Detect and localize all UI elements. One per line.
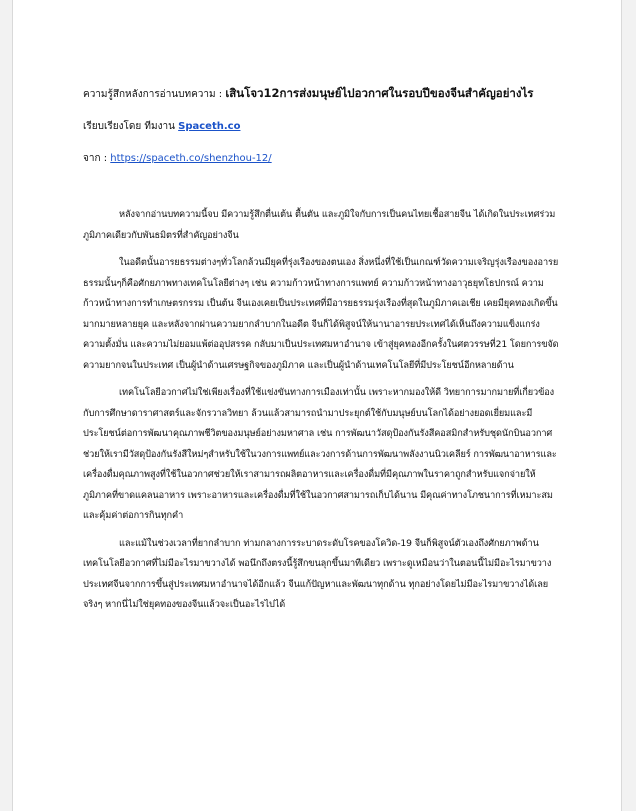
paragraph-3: เทคโนโลยีอวกาศไม่ใช่เพียงเรื่องที่ใช้แข่งขันทางการเมืองเท่านั้น เพราะหากมองให้ดี วิทยาการมากมายที่เกี่ยวข้องกับการศึกษาดาราศาสตร์และจักรวาลวิทยา ล้วนแล้วสามารถนำมาประยุกต์ใช้กับมนุษย์บนโลกได้อย่างยอดเยี่ยมและมีประโยชน์ต่อการพัฒนาคุณภาพชีวิตของมนุษย์อย่างมหาศาล เช่น การพัฒนาวัสดุป้องกันรังสีคอสมิกสำหรับชุดนักบินอวกาศช่วยให้เรามีวัสดุป้องกันรังสีใหม่ๆสำหรับใช้ในวงการแพทย์และวงการด้านการพัฒนาพลังงานนิวเคลียร์ การพัฒนาอาหารและเครื่องดื่มคุณภาพสูงที่ใช้ในอวกาศช่วยให้เราสามารถผลิตอาหารและเครื่องดื่มที่มีคุณภาพในราคาถูกสำหรับแจกจ่ายให้ภูมิภาคที่ขาดแคลนอาหาร เพราะอาหารและเครื่องดื่มที่ใช้ในอวกาศสามารถเก็บได้นาน มีคุณค่าทางโภชนาการที่เหมาะสม และคุ้มค่าต่อการกินทุกคำ — [83, 387, 557, 521]
credit-prefix: เรียบเรียงโดย ทีมงาน — [83, 121, 179, 132]
credit-link[interactable]: Spaceth.co — [178, 121, 241, 132]
paragraph-4: และแม้ในช่วงเวลาที่ยากลำบาก ท่ามกลางการระบาดระดับโรคของโควิด-19 จีนก็พิสูจน์ตัวเองถึงศักยภาพด้านเทคโนโลยีอวกาศที่ไม่มีอะไรมาขวางได้ พอนึกถึงตรงนี้รู้สึกขนลุกขึ้นมาทีเดียว เพราะดูเหมือนว่าในตอนนี้ไม่มีอะไรมาขวางประเทศจีนจากการขึ้นสู่ประเทศมหาอำนาจได้อีกแล้ว จีนแก้ปัญหาและพัฒนาทุกด้าน ทุกอย่างโดยไม่มีอะไรมาขวางได้เลยจริงๆ หากนี่ไม่ใช่ยุคทองของจีนแล้วจะเป็นอะไรไปได้ — [83, 537, 552, 610]
title-prefix: ความรู้สึกหลังการอ่านบทความ : — [83, 89, 226, 100]
credit-line — [83, 118, 563, 136]
paragraph-1: หลังจากอ่านบทความนี้จบ มีความรู้สึกตื่นเต้น ตื้นตัน และภูมิใจกับการเป็นคนไทยเชื้อสายจีน ได้เกิดในประเทศร่วมภูมิภาคเดียวกับพันธมิตรที่สำคัญอย่างจีน — [83, 209, 556, 241]
document-page — [12, 0, 622, 811]
source-line — [83, 150, 563, 168]
source-link[interactable]: https://spaceth.co/shenzhou-12/ — [110, 153, 272, 164]
article-headline: เสินโจว12การส่งมนุษย์ไปอวกาศในรอบปีของจีนสำคัญอย่างไร — [225, 86, 534, 100]
title-line — [83, 84, 563, 104]
document-body — [83, 84, 563, 616]
source-prefix: จาก : — [83, 153, 111, 164]
paragraph-2: ในอดีตนั้นอารยธรรมต่างๆทั่วโลกล้วนมียุคที่รุ่งเรืองของตนเอง สิ่งหนึ่งที่ใช้เป็นเกณฑ์วัดความเจริญรุ่งเรืองของอารยธรรมนั้นๆก็คือศักยภาพทางเทคโนโลยีต่างๆ เช่น ความก้าวหน้าทางการแพทย์ ความก้าวหน้าทางอาวุธยุทโธปกรณ์ ความก้าวหน้าทางการทำเกษตรกรรม เป็นต้น จีนเองเคยเป็นประเทศที่มีอารยธรรมรุ่งเรืองที่สุดในภูมิภาคเอเชีย เคยมียุคทองเกิดขึ้นมากมายหลายยุค และหลังจากผ่านความยากลำบากในอดีต จีนก็ได้พิสูจน์ให้นานาอารยประเทศได้เห็นถึงความแข็งแกร่ง ความตั้งมั่น และความไม่ยอมแพ้ต่ออุปสรรค กลับมาเป็นประเทศมหาอำนาจ เข้าสู่ยุคทองอีกครั้งในศตวรรษที่21 โดยการขจัดความยากจนในประเทศ เป็นผู้นำด้านเศรษฐกิจของภูมิภาค และเป็นผู้นำด้านเทคโนโลยีที่มีประโยชน์อีกหลายด้าน — [83, 257, 559, 371]
